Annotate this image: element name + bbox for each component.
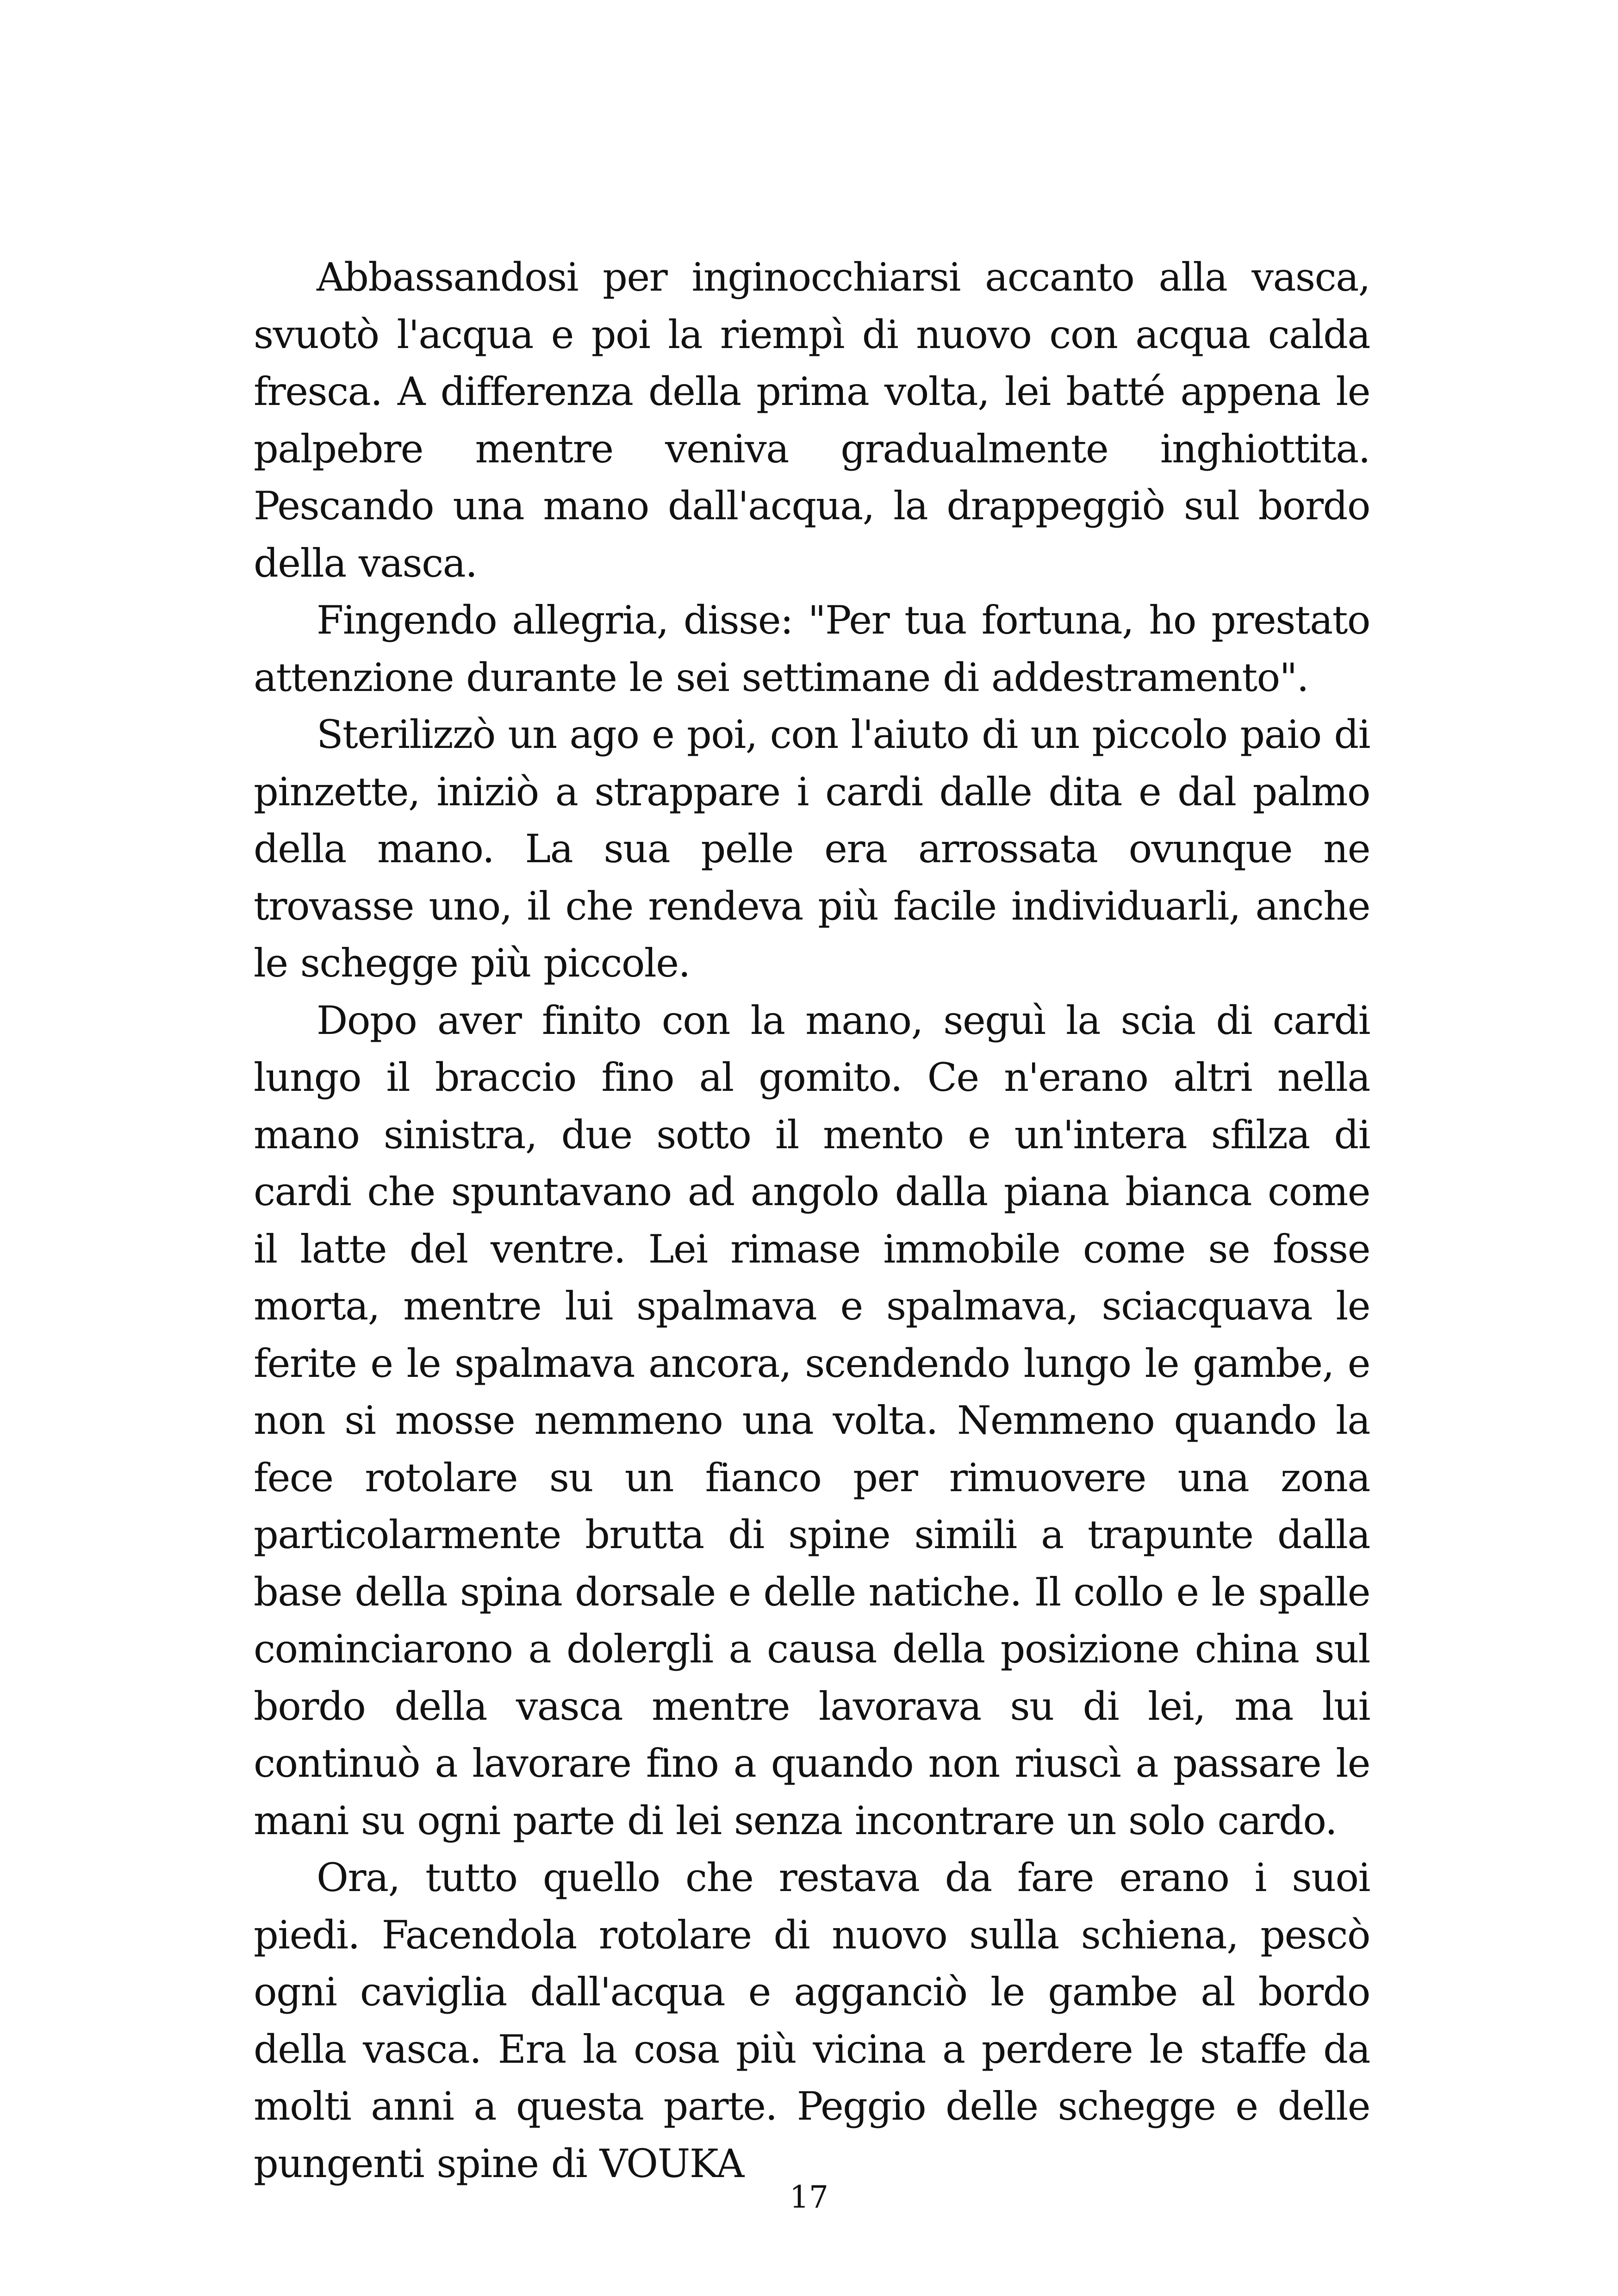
paragraph-3: Sterilizzò un ago e poi, con l'aiuto di un piccolo paio di pinzette, iniziò a strappare i cardi dalle dita e dal palmo della mano. La sua pelle era arrossata ovunque ne trovasse uno, il che rendeva più facile individuarli, anche le schegge più piccole. — [254, 712, 1370, 986]
paragraph-1: Abbassandosi per inginocchiarsi accanto alla vasca, svuotò l'acqua e poi la riempì di nuovo con acqua calda fresca. A differenza della prima volta, lei batté appena le palpebre mentre veniva gradualmente inghiottita. Pescando una mano dall'acqua, la drappeggiò sul bordo della vasca. — [254, 255, 1370, 586]
page-number: 17 — [790, 2179, 828, 2215]
body-text — [254, 249, 1370, 2192]
paragraph-4: Dopo aver finito con la mano, seguì la scia di cardi lungo il braccio fino al gomito. Ce n'erano altri nella mano sinistra, due sotto il mento e un'intera sfilza di cardi che spuntavano ad angolo dalla piana bianca come il latte del ventre. Lei rimase immobile come se fosse morta, mentre lui spalmava e spalmava, sciacquava le ferite e le spalmava ancora, scendendo lungo le gambe, e non si mosse nemmeno una volta. Nemmeno quando la fece rotolare su un fianco per rimuovere una zona particolarmente brutta di spine simili a trapunte dalla base della spina dorsale e delle natiche. Il collo e le spalle cominciarono a dolergli a causa della posizione china sul bordo della vasca mentre lavorava su di lei, ma lui continuò a lavorare fino a quando non riuscì a passare le mani su ogni parte di lei senza incontrare un solo cardo. — [254, 997, 1370, 1843]
paragraph-2: Fingendo allegria, disse: "Per tua fortuna, ho prestato attenzione durante le sei settimane di addestramento". — [254, 597, 1370, 700]
paragraph-5: Ora, tutto quello che restava da fare erano i suoi piedi. Facendola rotolare di nuovo sulla schiena, pescò ogni caviglia dall'acqua e agganciò le gambe al bordo della vasca. Era la cosa più vicina a perdere le staffe da molti anni a questa parte. Peggio delle schegge e delle pungenti spine di VOUKA — [254, 1855, 1370, 2186]
